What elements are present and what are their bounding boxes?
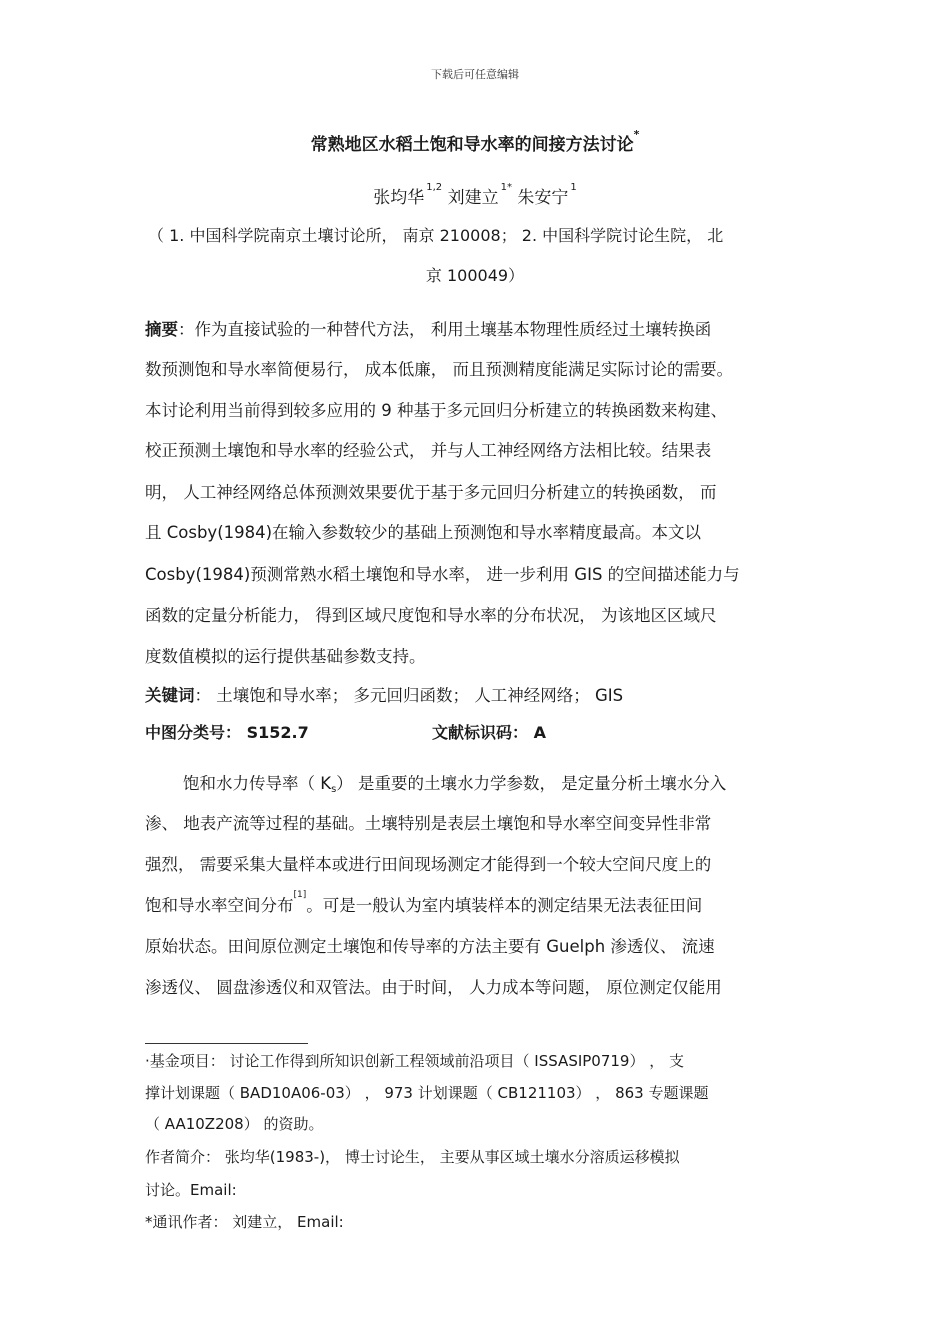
author-affiliation-mark: 1* [500,182,512,193]
clc-number: 中图分类号： S152.7 [145,723,309,742]
paper-title [0,130,950,155]
author-name: 朱安宁 [517,188,569,208]
author-affiliation-mark: 1,2 [426,182,443,193]
body-line: 渗、 地表产流等过程的基础。土壤特别是表层土壤饱和导水率空间变异性非常 [145,814,712,833]
footnote-line: 讨论。Email: [145,1181,237,1199]
abstract-line: 本讨论利用当前得到较多应用的 9 种基于多元回归分析建立的转换函数来构建、 [145,401,727,420]
footnote-divider [145,1043,308,1044]
document-code: 文献标识码： A [432,723,546,742]
footnote-line: （ AA10Z208） 的资助。 [145,1115,324,1133]
abstract-line: 校正预测土壤饱和导水率的经验公式， 并与人工神经网络方法相比较。结果表 [145,441,712,460]
body-line: 强烈， 需要采集大量样本或进行田间现场测定才能得到一个较大空间尺度上的 [145,855,712,874]
citation-ref: [1] [293,890,307,900]
footnote-line: 作者简介： 张均华(1983-)， 博士讨论生， 主要从事区域土壤水分溶质运移模拟 [145,1148,680,1166]
footnote-line: ·基金项目： 讨论工作得到所知识创新工程领域前沿项目（ ISSASIP0719） ， 支 [145,1052,685,1070]
keywords-line [145,682,623,706]
abstract-line: 数预测饱和导水率简便易行， 成本低廉， 而且预测精度能满足实际讨论的需要。 [145,360,733,379]
title-text: 常熟地区水稻土饱和导水率的间接方法讨论 [310,135,634,155]
author-name: 张均华 [373,188,425,208]
keywords-label: 关键词 [145,686,195,705]
body-line [183,770,726,794]
affiliation-line: （ 1. 中国科学院南京土壤讨论所， 南京 210008； 2. 中国科学院讨论生院， 北 [148,226,724,245]
abstract-line: 度数值模拟的运行提供基础参数支持。 [145,647,426,666]
title-footnote-mark: * [633,128,640,141]
body-line: 渗透仪、 圆盘渗透仪和双管法。由于时间， 人力成本等问题， 原位测定仅能用 [145,978,722,997]
abstract-label: 摘要 [145,320,178,339]
author-list [0,183,950,208]
footnote-line: 撑计划课题（ BAD10A06-03） ， 973 计划课题（ CB121103） ， 863 专题课题 [145,1084,709,1102]
body-line: 原始状态。田间原位测定土壤饱和传导率的方法主要有 Guelph 渗透仪、 流速 [145,937,715,956]
abstract-line: Cosby(1984)预测常熟水稻土壤饱和导水率， 进一步利用 GIS 的空间描述能力与 [145,565,740,584]
author-name: 刘建立 [447,188,499,208]
abstract-line: 且 Cosby(1984)在输入参数较少的基础上预测饱和导水率精度最高。本文以 [145,523,702,542]
footnote-line: *通讯作者： 刘建立， Email: [145,1213,344,1231]
subscript: s [331,784,337,795]
affiliation-line: 京 100049） [425,266,525,285]
abstract-line: 明， 人工神经网络总体预测效果要优于基于多元回归分析建立的转换函数， 而 [145,483,717,502]
author-affiliation-mark: 1 [570,182,577,193]
header-note: 下载后可任意编辑 [431,68,519,81]
body-text: 饱和水力传导率（ K [183,774,332,793]
body-line [145,892,702,916]
body-text: 饱和导水率空间分布 [145,896,294,915]
body-text: 。可是一般认为室内填装样本的测定结果无法表征田间 [306,896,703,915]
abstract-line: 函数的定量分析能力， 得到区域尺度饱和导水率的分布状况， 为该地区区域尺 [145,606,717,625]
abstract-line [145,316,711,340]
keywords-text: ： 土壤饱和导水率； 多元回归函数； 人工神经网络； GIS [194,686,624,705]
abstract-text: ：作为直接试验的一种替代方法， 利用土壤基本物理性质经过土壤转换函 [178,320,712,339]
body-text: ） 是重要的土壤水力学参数， 是定量分析土壤水分入 [336,774,727,793]
